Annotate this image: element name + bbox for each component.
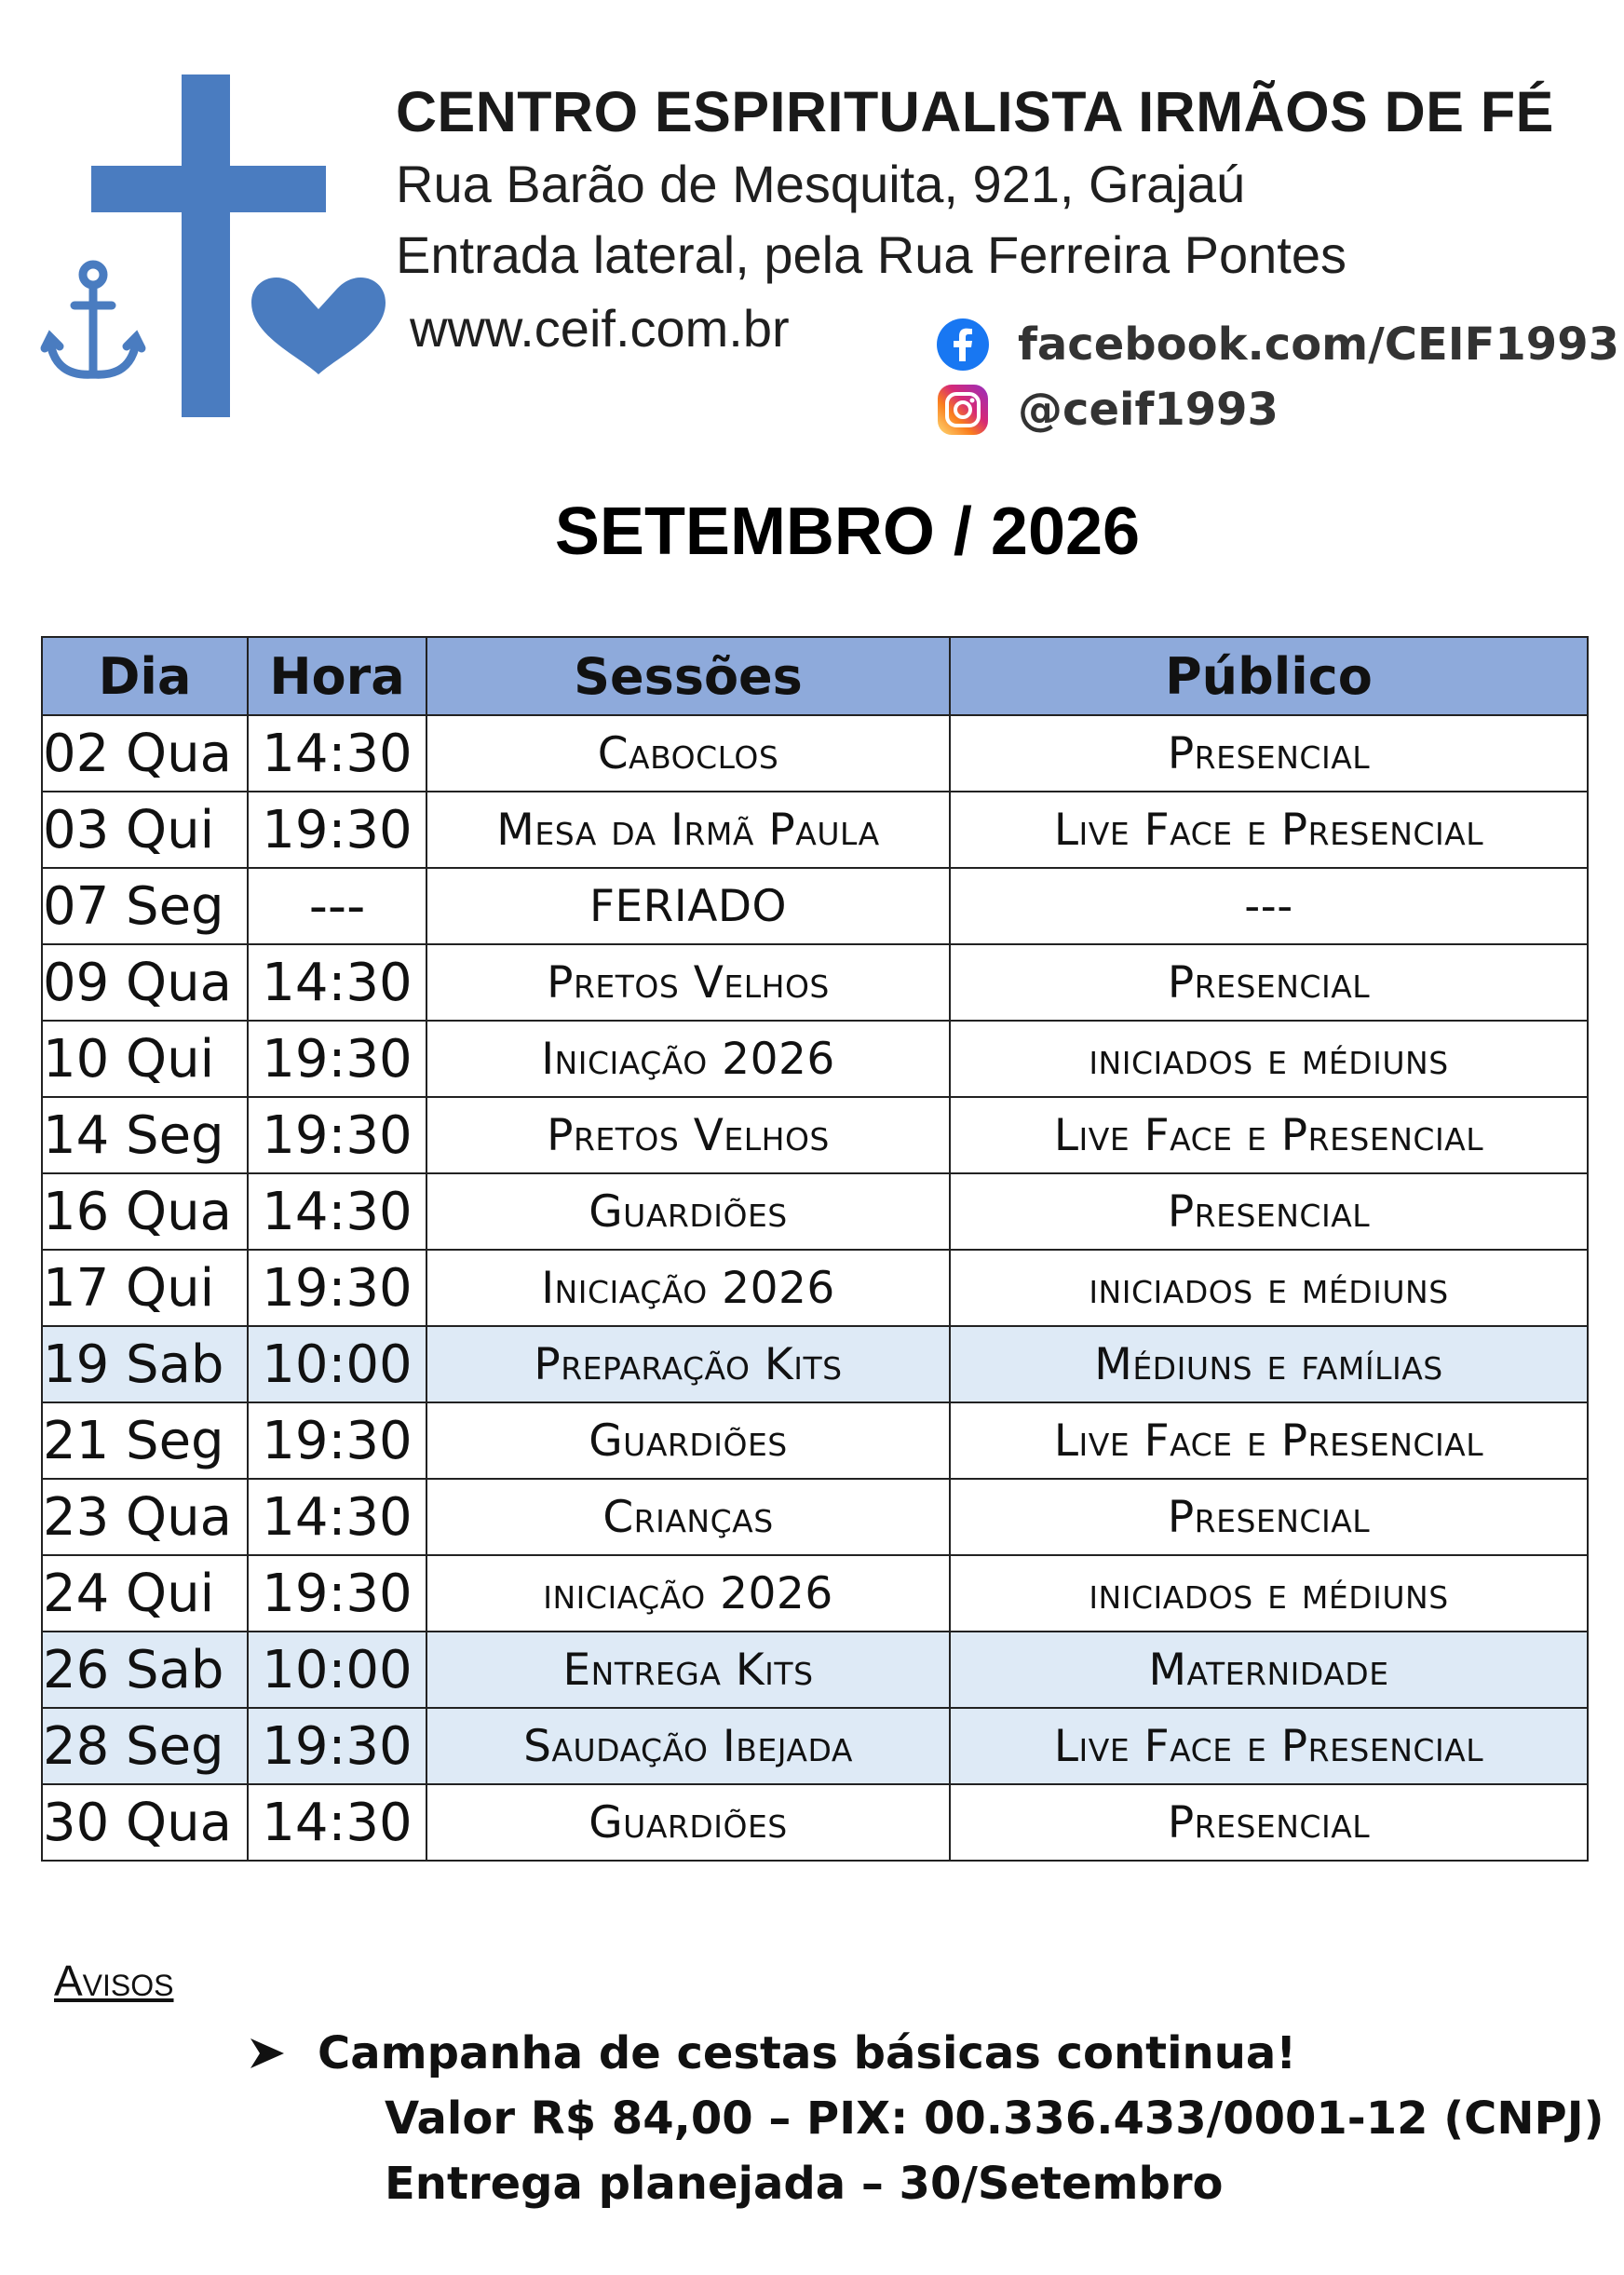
table-row: [42, 1555, 1588, 1632]
cell-publico: Presencial: [950, 715, 1588, 792]
cell-dia: 26 Sab: [42, 1632, 248, 1708]
cell-publico: Presencial: [950, 944, 1588, 1021]
cell-hora: 19:30: [248, 1402, 426, 1479]
header-block: [396, 79, 1606, 286]
website-link[interactable]: www.ceif.com.br: [410, 299, 790, 358]
address-line-1: Rua Barão de Mesquita, 921, Grajaú: [396, 155, 1246, 213]
cell-publico: Live Face e Presencial: [950, 1708, 1588, 1784]
cell-publico: Live Face e Presencial: [950, 1402, 1588, 1479]
table-row: [42, 1250, 1588, 1326]
cell-hora: 10:00: [248, 1632, 426, 1708]
cell-sessao: Iniciação 2026: [426, 1021, 950, 1097]
facebook-label: facebook.com/CEIF1993: [1018, 318, 1619, 371]
header-sessoes: Sessões: [426, 637, 950, 715]
cell-hora: 19:30: [248, 1250, 426, 1326]
cell-hora: 14:30: [248, 715, 426, 792]
arrow-bullet-icon: [247, 2021, 318, 2086]
cell-hora: 14:30: [248, 944, 426, 1021]
header-hora: Hora: [248, 637, 426, 715]
anchor-icon: [45, 264, 142, 374]
cell-hora: 10:00: [248, 1326, 426, 1402]
cell-sessao: Guardiões: [426, 1173, 950, 1250]
cell-dia: 19 Sab: [42, 1326, 248, 1402]
cell-sessao: iniciação 2026: [426, 1555, 950, 1632]
table-row: [42, 1784, 1588, 1861]
cell-publico: Live Face e Presencial: [950, 792, 1588, 868]
cell-sessao: Mesa da Irmã Paula: [426, 792, 950, 868]
cell-publico: ---: [950, 868, 1588, 944]
schedule-body: [42, 715, 1588, 1861]
instagram-label: @ceif1993: [1018, 384, 1279, 436]
page-title: SETEMBRO / 2026: [554, 494, 1141, 569]
table-row: [42, 868, 1588, 944]
cell-dia: 28 Seg: [42, 1708, 248, 1784]
table-row: [42, 1708, 1588, 1784]
cell-publico: Live Face e Presencial: [950, 1097, 1588, 1173]
cell-publico: iniciados e médiuns: [950, 1555, 1588, 1632]
table-row: [42, 1173, 1588, 1250]
table-row: [42, 1479, 1588, 1555]
cell-hora: 19:30: [248, 1021, 426, 1097]
cell-publico: Presencial: [950, 1784, 1588, 1861]
org-name: CENTRO ESPIRITUALISTA IRMÃOS DE FÉ: [396, 80, 1554, 143]
cell-hora: 19:30: [248, 1097, 426, 1173]
cell-dia: 17 Qui: [42, 1250, 248, 1326]
table-row: [42, 1021, 1588, 1097]
cell-sessao: Iniciação 2026: [426, 1250, 950, 1326]
cell-dia: 14 Seg: [42, 1097, 248, 1173]
aviso-line-1: [247, 2021, 1604, 2086]
cell-sessao: Pretos Velhos: [426, 944, 950, 1021]
cell-dia: 21 Seg: [42, 1402, 248, 1479]
heart-icon: [251, 278, 386, 374]
table-row: [42, 792, 1588, 868]
aviso-text-1: Campanha de cestas básicas continua!: [318, 2027, 1297, 2079]
aviso-line-2: Valor R$ 84,00 – PIX: 00.336.433/0001-12 (CNPJ): [385, 2092, 1604, 2145]
cell-sessao: Caboclos: [426, 715, 950, 792]
cell-publico: iniciados e médiuns: [950, 1021, 1588, 1097]
cell-publico: Presencial: [950, 1479, 1588, 1555]
header-dia: Dia: [42, 637, 248, 715]
ceif-logo: [37, 65, 391, 428]
cell-hora: 14:30: [248, 1173, 426, 1250]
cell-sessao: Pretos Velhos: [426, 1097, 950, 1173]
table-row: [42, 1632, 1588, 1708]
cell-dia: 09 Qua: [42, 944, 248, 1021]
cell-sessao: Guardiões: [426, 1402, 950, 1479]
table-row: [42, 715, 1588, 792]
instagram-icon: [936, 383, 990, 437]
table-row: [42, 944, 1588, 1021]
facebook-icon: [936, 318, 990, 372]
cell-hora: 19:30: [248, 1555, 426, 1632]
cell-dia: 16 Qua: [42, 1173, 248, 1250]
cell-sessao: Guardiões: [426, 1784, 950, 1861]
cell-publico: iniciados e médiuns: [950, 1250, 1588, 1326]
cell-publico: Médiuns e famílias: [950, 1326, 1588, 1402]
cell-sessao: FERIADO: [426, 868, 950, 944]
instagram-row[interactable]: [936, 377, 1619, 442]
table-header-row: [42, 637, 1588, 715]
header-publico: Público: [950, 637, 1588, 715]
cell-hora: 19:30: [248, 1708, 426, 1784]
cell-sessao: Saudação Ibejada: [426, 1708, 950, 1784]
cell-dia: 02 Qua: [42, 715, 248, 792]
table-row: [42, 1326, 1588, 1402]
avisos-heading: Avisos: [54, 1957, 174, 2005]
address-line-2: Entrada lateral, pela Rua Ferreira Pontes: [396, 225, 1347, 284]
table-row: [42, 1402, 1588, 1479]
cell-dia: 10 Qui: [42, 1021, 248, 1097]
cell-publico: Presencial: [950, 1173, 1588, 1250]
facebook-row[interactable]: [936, 312, 1619, 377]
cell-publico: Maternidade: [950, 1632, 1588, 1708]
cell-dia: 23 Qua: [42, 1479, 248, 1555]
schedule-table: [41, 636, 1589, 1862]
cell-sessao: Crianças: [426, 1479, 950, 1555]
cell-dia: 24 Qui: [42, 1555, 248, 1632]
cell-hora: ---: [248, 868, 426, 944]
aviso-line-3: Entrega planejada – 30/Setembro: [385, 2158, 1224, 2210]
social-links: [936, 312, 1619, 442]
cell-sessao: Preparação Kits: [426, 1326, 950, 1402]
cell-sessao: Entrega Kits: [426, 1632, 950, 1708]
aviso-block: [247, 2021, 1604, 2216]
cell-hora: 14:30: [248, 1479, 426, 1555]
cell-hora: 19:30: [248, 792, 426, 868]
cell-dia: 03 Qui: [42, 792, 248, 868]
cell-dia: 07 Seg: [42, 868, 248, 944]
cell-dia: 30 Qua: [42, 1784, 248, 1861]
cell-hora: 14:30: [248, 1784, 426, 1861]
table-row: [42, 1097, 1588, 1173]
